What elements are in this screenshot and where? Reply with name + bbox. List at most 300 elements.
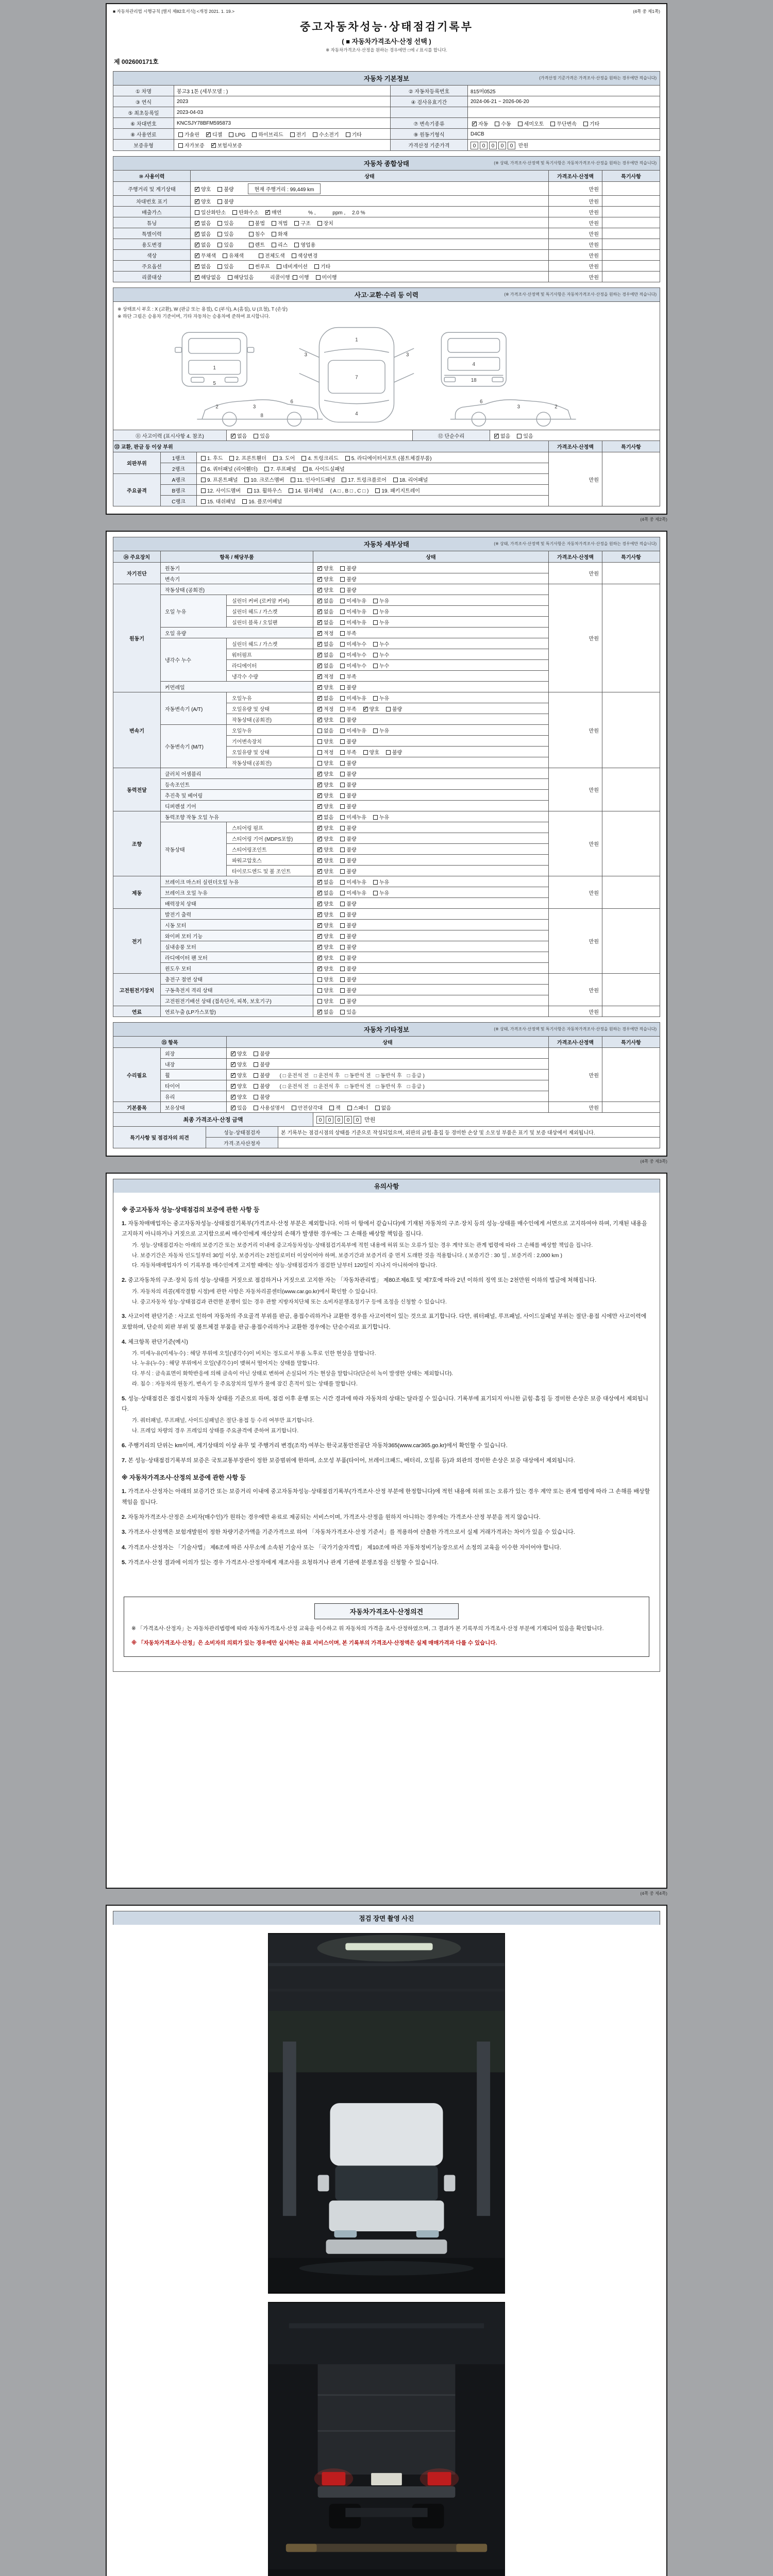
checkbox-자가보증[interactable]: 자가보증 [178, 141, 205, 149]
checkbox-LPG[interactable]: LPG [229, 132, 245, 138]
checkbox-불량[interactable]: 불량 [340, 683, 356, 691]
cell [313, 855, 549, 866]
checkbox-불량[interactable]: 불량 [340, 586, 356, 594]
checkbox-양호[interactable]: ✓ 양호 [317, 683, 333, 691]
checkbox-있음[interactable]: 있음 [217, 219, 233, 227]
checkbox-14. 필러패널[interactable]: 14. 필러패널 [289, 486, 323, 494]
checkbox-부족[interactable]: 부족 [340, 705, 356, 713]
cell [313, 628, 549, 638]
checkbox-전기[interactable]: 전기 [290, 130, 306, 138]
checkbox-box [340, 696, 345, 701]
checkbox-양호[interactable]: ✓ 양호 [317, 791, 333, 799]
checkbox-양호[interactable]: ✓ 양호 [317, 716, 333, 723]
checkbox-없음[interactable]: 없음 [317, 726, 333, 734]
cell [313, 638, 549, 649]
checkbox-기타[interactable]: 기타 [346, 130, 362, 138]
checkbox-불량[interactable]: 불량 [340, 835, 356, 842]
checkbox-box [386, 750, 391, 755]
checkbox-없음[interactable]: ✓ 없음 [317, 618, 333, 626]
checkbox-있음[interactable]: 있음 [217, 241, 233, 248]
base-price-cell [468, 140, 660, 151]
checkbox-불량[interactable]: 불량 [340, 867, 356, 875]
checkbox-3. 도어[interactable]: 3. 도어 [273, 454, 295, 462]
price-unit: 만원 [518, 143, 529, 149]
checkbox-box [340, 880, 345, 885]
checkbox-불량[interactable]: 불량 [340, 856, 356, 864]
checkbox-없음[interactable]: ✓ 없음 [317, 813, 333, 821]
checkbox-양호[interactable]: ✓ 양호 [317, 770, 333, 777]
cell [602, 228, 660, 239]
checkbox-box [291, 478, 295, 482]
checkbox-미세누유[interactable]: 미세누유 [340, 878, 366, 886]
checkbox-디젤[interactable]: ✓ 디젤 [206, 130, 222, 138]
checkbox-19. 패키지트레이[interactable]: 19. 패키지트레이 [375, 486, 420, 494]
checkbox-보험사보증[interactable]: ✓ 보험사보증 [211, 141, 242, 149]
checkbox-없음[interactable]: 없음 [375, 1104, 391, 1111]
cell [197, 496, 549, 506]
section-detail-title: 자동차 세부상태 [364, 541, 409, 548]
checkbox-16. 플로어패널[interactable]: 16. 플로어패널 [242, 497, 282, 505]
checkbox-없음[interactable]: ✓ 없음 [195, 262, 211, 270]
checkbox-box [317, 674, 322, 679]
checkbox-양호[interactable]: ✓ 양호 [317, 856, 333, 864]
checkbox-양호[interactable]: 양호 [317, 986, 333, 994]
checkbox-양호[interactable]: 양호 [317, 997, 333, 1005]
checkbox-불량[interactable]: 불량 [340, 824, 356, 832]
checkbox-없음[interactable]: ✓ 없음 [317, 889, 333, 896]
checkbox-8. 사이드실패널[interactable]: 8. 사이드실패널 [303, 465, 345, 472]
checkbox-불량[interactable]: 불량 [254, 1049, 270, 1057]
checkbox-있음[interactable]: 있음 [217, 262, 233, 270]
cell: 만원 [549, 196, 602, 207]
checkbox-12. 사이드멤버[interactable]: 12. 사이드멤버 [201, 486, 241, 494]
checkbox-양호[interactable]: ✓ 양호 [317, 575, 333, 583]
checkbox-잭[interactable]: 잭 [329, 1104, 341, 1111]
checkbox-5. 라디에이터서포트 (볼트체결부품)[interactable]: 5. 라디에이터서포트 (볼트체결부품) [345, 454, 432, 462]
checkbox-미세누유[interactable]: 미세누유 [340, 813, 366, 821]
checkbox-가솔린[interactable]: 가솔린 [178, 130, 199, 138]
cell: B랭크 [161, 485, 197, 496]
checkbox-box [317, 707, 322, 711]
checkbox-box [277, 264, 281, 269]
checkbox-불량[interactable]: 불량 [340, 791, 356, 799]
overall-row [113, 217, 660, 228]
checkbox-불량[interactable]: 불량 [340, 564, 356, 572]
checkbox-양호[interactable]: ✓ 양호 [195, 197, 211, 205]
field-label: ④ 검사유효기간 [391, 96, 468, 107]
checkbox-box [340, 750, 345, 755]
checkbox-누수[interactable]: 누수 [373, 662, 389, 669]
checkbox-box [317, 728, 322, 733]
checkbox-불량[interactable]: 불량 [340, 802, 356, 810]
checkbox-없음[interactable]: ✓ 없음 [317, 694, 333, 702]
checkbox-안전삼각대[interactable]: 안전삼각대 [292, 1104, 323, 1111]
cell [313, 811, 549, 822]
checkbox-양호[interactable]: ✓ 양호 [195, 185, 211, 193]
checkbox-양호[interactable]: ✓ 양호 [317, 835, 333, 842]
part-number-label: 5 [213, 380, 216, 386]
checkbox-양호[interactable]: ✓ 양호 [231, 1071, 247, 1079]
checkbox-양호[interactable]: ✓ 양호 [317, 964, 333, 972]
cell: 실린더 헤드 / 가스켓 [227, 638, 313, 649]
checkbox-세미오토[interactable]: 세미오토 [518, 120, 544, 127]
checkbox-box [195, 243, 199, 247]
checkbox-box [517, 434, 522, 438]
checkbox-불량[interactable]: 불량 [340, 986, 356, 994]
checkbox-없음[interactable]: ✓ 없음 [317, 1008, 333, 1015]
checkbox-box [317, 837, 322, 841]
checkbox-불량[interactable]: 불량 [217, 197, 233, 205]
checkbox-침수[interactable]: 침수 [249, 230, 265, 238]
cell: 만원 [549, 1006, 602, 1017]
checkbox-양호[interactable]: 양호 [317, 975, 333, 983]
checkbox-유채색[interactable]: 유채색 [223, 251, 244, 259]
checkbox-box [340, 804, 345, 809]
checkbox-누유[interactable]: 누유 [373, 618, 389, 626]
checkbox-양호[interactable]: ✓ 양호 [317, 586, 333, 594]
checkbox-없음[interactable]: ✓ 없음 [494, 432, 510, 439]
checkbox-box [340, 967, 345, 971]
cell [313, 736, 549, 747]
checkbox-불량[interactable]: 불량 [340, 737, 356, 745]
checkbox-양호[interactable]: ✓ 양호 [231, 1082, 247, 1090]
checkbox-6. 쿼터패널 (리어휀더)[interactable]: 6. 쿼터패널 (리어휀더) [201, 465, 258, 472]
checkbox-누유[interactable]: 누유 [373, 878, 389, 886]
checkbox-수동[interactable]: 수동 [495, 120, 511, 127]
checkbox-미세누수[interactable]: 미세누수 [340, 651, 366, 658]
table-row [113, 430, 660, 441]
checkbox-양호[interactable]: ✓ 양호 [317, 921, 333, 929]
checkbox-없음[interactable]: ✓ 없음 [195, 241, 211, 248]
checkbox-불량[interactable]: 불량 [340, 943, 356, 951]
checkbox-box [340, 588, 345, 592]
checkbox-썬루프[interactable]: 썬루프 [249, 262, 270, 270]
checkbox-불량[interactable]: 불량 [254, 1093, 270, 1100]
checkbox-미세누유[interactable]: 미세누유 [340, 694, 366, 702]
checkbox-리스[interactable]: 리스 [272, 241, 288, 248]
checkbox-양호[interactable]: ✓ 양호 [363, 705, 379, 713]
checkbox-있음[interactable]: 있음 [517, 432, 533, 439]
checkbox-불법[interactable]: 불법 [249, 219, 265, 227]
section-basic-title: 자동차 기본정보 [364, 75, 409, 82]
column-header: 상태 [313, 551, 549, 563]
checkbox-해당있음[interactable]: 해당있음 [228, 273, 254, 281]
checkbox-4. 트렁크리드[interactable]: 4. 트렁크리드 [301, 454, 338, 462]
checkbox-불량[interactable]: 불량 [340, 975, 356, 983]
checkbox-2. 프론트휀더[interactable]: 2. 프론트휀더 [229, 454, 266, 462]
part-number-label: 4 [355, 411, 358, 417]
checkbox-기타[interactable]: 기타 [314, 262, 330, 270]
checkbox-없음[interactable]: ✓ 없음 [317, 640, 333, 648]
checkbox-누유[interactable]: 누유 [373, 889, 389, 896]
checkbox-box [345, 456, 350, 461]
checkbox-15. 대쉬패널[interactable]: 15. 대쉬패널 [201, 497, 236, 505]
cell: 라디에이터 팬 모터 [161, 952, 313, 963]
checkbox-없음[interactable]: ✓ 없음 [317, 878, 333, 886]
checkbox-불량[interactable]: 불량 [340, 845, 356, 853]
checkbox-누유[interactable]: 누유 [373, 726, 389, 734]
checkbox-누유[interactable]: 누유 [373, 694, 389, 702]
vehicle-name-value: 봉고3 1톤 (세부모델 : ) [174, 86, 391, 96]
checkbox-부족[interactable]: 부족 [340, 672, 356, 680]
notice-subitem: 라. 침수 : 자동차의 원동기, 변속기 등 주요장치의 일부가 물에 잠긴 흔적이 있는 상태를 말합니다. [132, 1381, 358, 1387]
checkbox-11. 인사이드패널[interactable]: 11. 인사이드패널 [291, 476, 335, 483]
checkbox-box [201, 488, 206, 493]
checkbox-누유[interactable]: 누유 [373, 607, 389, 615]
checkbox-불량[interactable]: 불량 [340, 964, 356, 972]
checkbox-하이브리드[interactable]: 하이브리드 [252, 130, 283, 138]
checkbox-17. 트렁크플로어[interactable]: 17. 트렁크플로어 [342, 476, 386, 483]
checkbox-양호[interactable]: ✓ 양호 [317, 867, 333, 875]
checkbox-없음[interactable]: ✓ 없음 [195, 219, 211, 227]
checkbox-무채색[interactable]: ✓ 무채색 [195, 251, 216, 259]
final-price-cell [313, 1113, 660, 1127]
checkbox-양호[interactable]: ✓ 양호 [317, 910, 333, 918]
notice-item: 3. 가격조사·산정액은 보험개발원이 정한 차량기준가액을 기준가격으로 하여 「자동차가격조사·산정 기준서」를 적용하여 산출한 가격으로서 실제 거래가격과는 차이가 있을 수 있습니다. [122, 1529, 575, 1536]
checkbox-양호[interactable]: ✓ 양호 [317, 932, 333, 940]
checkbox-전체도색[interactable]: 전체도색 [259, 251, 285, 259]
checkbox-13. 휠하우스[interactable]: 13. 휠하우스 [247, 486, 282, 494]
section-accident-note: (※ 가격조사·산정액 및 특기사항은 자동차가격조사·산정을 원하는 경우에만 적습니다) [504, 292, 657, 297]
checkbox-없음[interactable]: ✓ 없음 [317, 597, 333, 604]
checkbox-불량[interactable]: 불량 [254, 1060, 270, 1068]
checkbox-양호[interactable]: ✓ 양호 [317, 943, 333, 951]
checkbox-있음[interactable]: 있음 [217, 230, 233, 238]
checkbox-탄화수소[interactable]: 탄화수소 [232, 208, 259, 216]
checkbox-미세누유[interactable]: 미세누유 [340, 618, 366, 626]
checkbox-불량[interactable]: 불량 [254, 1082, 270, 1090]
checkbox-box [292, 253, 296, 258]
checkbox-box [340, 642, 345, 647]
checkbox-불량[interactable]: 불량 [340, 921, 356, 929]
checkbox-렌트[interactable]: 렌트 [249, 241, 265, 248]
column-header: 상태 [191, 171, 549, 182]
cell [197, 452, 549, 463]
checkbox-없음[interactable]: ✓ 없음 [195, 230, 211, 238]
checkbox-미세누유[interactable]: 미세누유 [340, 889, 366, 896]
cell [191, 182, 549, 196]
checkbox-부족[interactable]: 부족 [340, 629, 356, 637]
checkbox-box [317, 664, 322, 668]
checkbox-불량[interactable]: 불량 [254, 1071, 270, 1079]
checkbox-적정[interactable]: ✓ 적정 [317, 672, 333, 680]
checkbox-양호[interactable]: ✓ 양호 [317, 954, 333, 961]
checkbox-자동[interactable]: ✓ 자동 [472, 120, 488, 127]
checkbox-네비게이션[interactable]: 네비게이션 [277, 262, 308, 270]
diagram-legend-1: ※ 상태표시 부호 : X (교환), W (판금 또는 용접), C (부식), A (흠집), U (요철), T (손상) [117, 307, 288, 312]
checkbox-미세누유[interactable]: 미세누유 [340, 597, 366, 604]
engine-type-value: D4CB [468, 129, 660, 140]
checkbox-적정[interactable]: ✓ 적정 [317, 705, 333, 713]
checkbox-box [217, 264, 222, 269]
checkbox-부족[interactable]: 부족 [340, 748, 356, 756]
checkbox-불량[interactable]: 불량 [340, 932, 356, 940]
checkbox-양호[interactable]: ✓ 양호 [317, 781, 333, 788]
checkbox-box [217, 232, 222, 236]
checkbox-없음[interactable]: ✓ 없음 [317, 662, 333, 669]
checkbox-수소전기[interactable]: 수소전기 [313, 130, 339, 138]
checkbox-불량[interactable]: 불량 [340, 997, 356, 1005]
checkbox-불량[interactable]: 불량 [386, 748, 402, 756]
checkbox-없음[interactable]: ✓ 없음 [231, 432, 247, 439]
cell [313, 974, 549, 985]
checkbox-이행[interactable]: 이행 [293, 273, 309, 281]
checkbox-불량[interactable]: 불량 [340, 900, 356, 907]
detail-row [113, 974, 660, 985]
inspector-label: 성능·상태점검자 [206, 1127, 278, 1138]
cell [313, 844, 549, 855]
main-form-box [106, 3, 667, 515]
cell: 휠 [161, 1070, 227, 1080]
cell [313, 660, 549, 671]
checkbox-누유[interactable]: 누유 [373, 813, 389, 821]
checkbox-양호[interactable]: ✓ 양호 [317, 845, 333, 853]
checkbox-미세누수[interactable]: 미세누수 [340, 662, 366, 669]
page-title: 중고자동차성능·상태점검기록부 [300, 21, 473, 33]
checkbox-18. 리어패널[interactable]: 18. 리어패널 [393, 476, 428, 483]
cell: 고전원전기장치 [113, 974, 161, 1006]
checkbox-불량[interactable]: 불량 [340, 575, 356, 583]
checkbox-미세누유[interactable]: 미세누유 [340, 726, 366, 734]
checkbox-box [317, 967, 322, 971]
checkbox-구조[interactable]: 구조 [294, 219, 310, 227]
checkbox-양호[interactable]: 양호 [317, 737, 333, 745]
checkbox-양호[interactable]: 양호 [363, 748, 379, 756]
checkbox-box [290, 132, 295, 137]
checkbox-양호[interactable]: ✓ 양호 [317, 802, 333, 810]
checkbox-적법[interactable]: 적법 [272, 219, 288, 227]
cell [313, 584, 549, 595]
final-price-unit: 만원 [364, 1117, 376, 1123]
checkbox-있음[interactable]: ✓ 있음 [231, 1104, 247, 1111]
checkbox-일산화탄소[interactable]: 일산화탄소 [195, 208, 226, 216]
checkbox-양호[interactable]: ✓ 양호 [317, 824, 333, 832]
checkbox-미세누수[interactable]: 미세누수 [340, 640, 366, 648]
checkbox-box [340, 912, 345, 917]
remarks-header: 특기사항 및 점검자의 의견 [113, 1127, 206, 1148]
digit-box: 0 [498, 142, 506, 149]
checkbox-미이행[interactable]: 미이행 [316, 273, 337, 281]
checkbox-box [313, 132, 317, 137]
checkbox-box [317, 718, 322, 722]
cell: 용도변경 [113, 239, 191, 250]
digit-box: 0 [326, 1116, 333, 1124]
checkbox-불량[interactable]: 불량 [340, 716, 356, 723]
detail-form-box [106, 531, 667, 1157]
part-number-label: 3 [304, 352, 307, 358]
checkbox-없음[interactable]: ✓ 없음 [317, 651, 333, 658]
checkbox-무단변속[interactable]: 무단변속 [550, 120, 577, 127]
checkbox-양호[interactable]: ✓ 양호 [231, 1093, 247, 1100]
checkbox-box [340, 793, 345, 798]
checkbox-양호[interactable]: ✓ 양호 [231, 1060, 247, 1068]
checkbox-양호[interactable]: ✓ 양호 [231, 1049, 247, 1057]
checkbox-불량[interactable]: 불량 [340, 910, 356, 918]
checkbox-box [317, 566, 322, 571]
checkbox-box [340, 783, 345, 787]
checkbox-장치[interactable]: 장치 [317, 219, 333, 227]
checkbox-불량[interactable]: 불량 [386, 705, 402, 713]
checkbox-양호[interactable]: ✓ 양호 [317, 564, 333, 572]
checkbox-양호[interactable]: 양호 [317, 759, 333, 767]
field-label: ② 자동차등록번호 [391, 86, 468, 96]
checkbox-불량[interactable]: 불량 [340, 954, 356, 961]
checkbox-사용설명서[interactable]: 사용설명서 [254, 1104, 284, 1111]
section-accident-title: 사고·교환·수리 등 이력 [355, 292, 418, 299]
cell [602, 217, 660, 228]
checkbox-색상변경[interactable]: 색상변경 [292, 251, 318, 259]
checkbox-box [495, 122, 499, 126]
detail-row [113, 1006, 660, 1017]
cell: 유리 [161, 1091, 227, 1102]
checkbox-box [340, 999, 345, 1004]
checkbox-없음[interactable]: ✓ 없음 [317, 607, 333, 615]
page-mark: (4쪽 중 제3쪽) [640, 1159, 667, 1164]
checkbox-7. 루프패널[interactable]: 7. 루프패널 [264, 465, 296, 472]
checkbox-불량[interactable]: 불량 [340, 770, 356, 777]
checkbox-해당없음[interactable]: ✓ 해당없음 [195, 273, 221, 281]
checkbox-box [317, 923, 322, 928]
checkbox-box [340, 599, 345, 603]
checkbox-화재[interactable]: 화재 [272, 230, 288, 238]
cell [191, 250, 549, 261]
final-price-label: 최종 가격조사·산정 금액 [113, 1113, 313, 1127]
checkbox-적정[interactable]: 적정 [317, 748, 333, 756]
checkbox-양호[interactable]: ✓ 양호 [317, 900, 333, 907]
checkbox-9. 프론트패널[interactable]: 9. 프론트패널 [201, 476, 238, 483]
other-info-table [113, 1036, 660, 1113]
checkbox-있음[interactable]: 있음 [254, 432, 270, 439]
cell: 만원 [549, 1048, 602, 1102]
checkbox-스패너[interactable]: 스패너 [347, 1104, 368, 1111]
checkbox-1. 후드[interactable]: 1. 후드 [201, 454, 223, 462]
checkbox-box [217, 187, 222, 192]
part-number-label: 1 [213, 365, 216, 371]
checkbox-미세누유[interactable]: 미세누유 [340, 607, 366, 615]
checkbox-box [340, 837, 345, 841]
notice-item: 6. 주행거리의 단위는 km이며, 계기상태의 이상 유무 및 주행거리 변경(조작) 여부는 한국교통안전공단 자동차365(www.car365.go.kr)에서 확인할 수 있습니다. [122, 1442, 508, 1449]
section-detail-note: (※ 상태, 가격조사·산정액 및 특기사항은 자동차가격조사·산정을 원하는 경우에만 적습니다) [494, 541, 657, 546]
checkbox-누유[interactable]: 누유 [373, 597, 389, 604]
checkbox-불량[interactable]: 불량 [217, 185, 233, 193]
car-front-view [175, 332, 254, 386]
detail-row [113, 692, 660, 703]
checkbox-10. 크로스멤버[interactable]: 10. 크로스멤버 [244, 476, 284, 483]
checkbox-box [317, 815, 322, 820]
cell: 타이어 [161, 1080, 227, 1091]
checkbox-box [373, 891, 378, 895]
checkbox-불량[interactable]: 불량 [340, 781, 356, 788]
checkbox-적정[interactable]: ✓ 적정 [317, 629, 333, 637]
checkbox-누수[interactable]: 누수 [373, 640, 389, 648]
notice-item: 3. 사고이력 판단기준 : 사고로 인하여 자동차의 주요골격 부위를 판금, 용접수리하거나 교환한 경우를 사고이력이 있는 것으로 표기합니다. 다만, 쿼터패널, 루프패널, 사이드실패널 부위는 절단·용접 시에만 사고이력에 포함하며, 단순히 외판 부위 및 볼트체결 부품을 판금·용접수리하거나 교환한 경우에는 단순수리로 표기합니다. [122, 1313, 647, 1330]
checkbox-불량[interactable]: 불량 [340, 759, 356, 767]
checkbox-있음[interactable]: 있음 [340, 1008, 356, 1015]
cell [227, 1102, 549, 1113]
checkbox-box [550, 122, 555, 126]
checkbox-영업용[interactable]: 영업용 [294, 241, 315, 248]
checkbox-box [317, 999, 322, 1004]
cell: 전기 [113, 909, 161, 974]
cell: 만원 [549, 272, 602, 282]
column-header: ⑭ 주요장치 [113, 551, 161, 563]
checkbox-box [583, 122, 588, 126]
section-notice-title: 유의사항 [374, 1183, 399, 1190]
checkbox-기타[interactable]: 기타 [583, 120, 599, 127]
checkbox-매연[interactable]: ✓ 매연 [265, 208, 281, 216]
checkbox-box [340, 988, 345, 993]
checkbox-누수[interactable]: 누수 [373, 651, 389, 658]
